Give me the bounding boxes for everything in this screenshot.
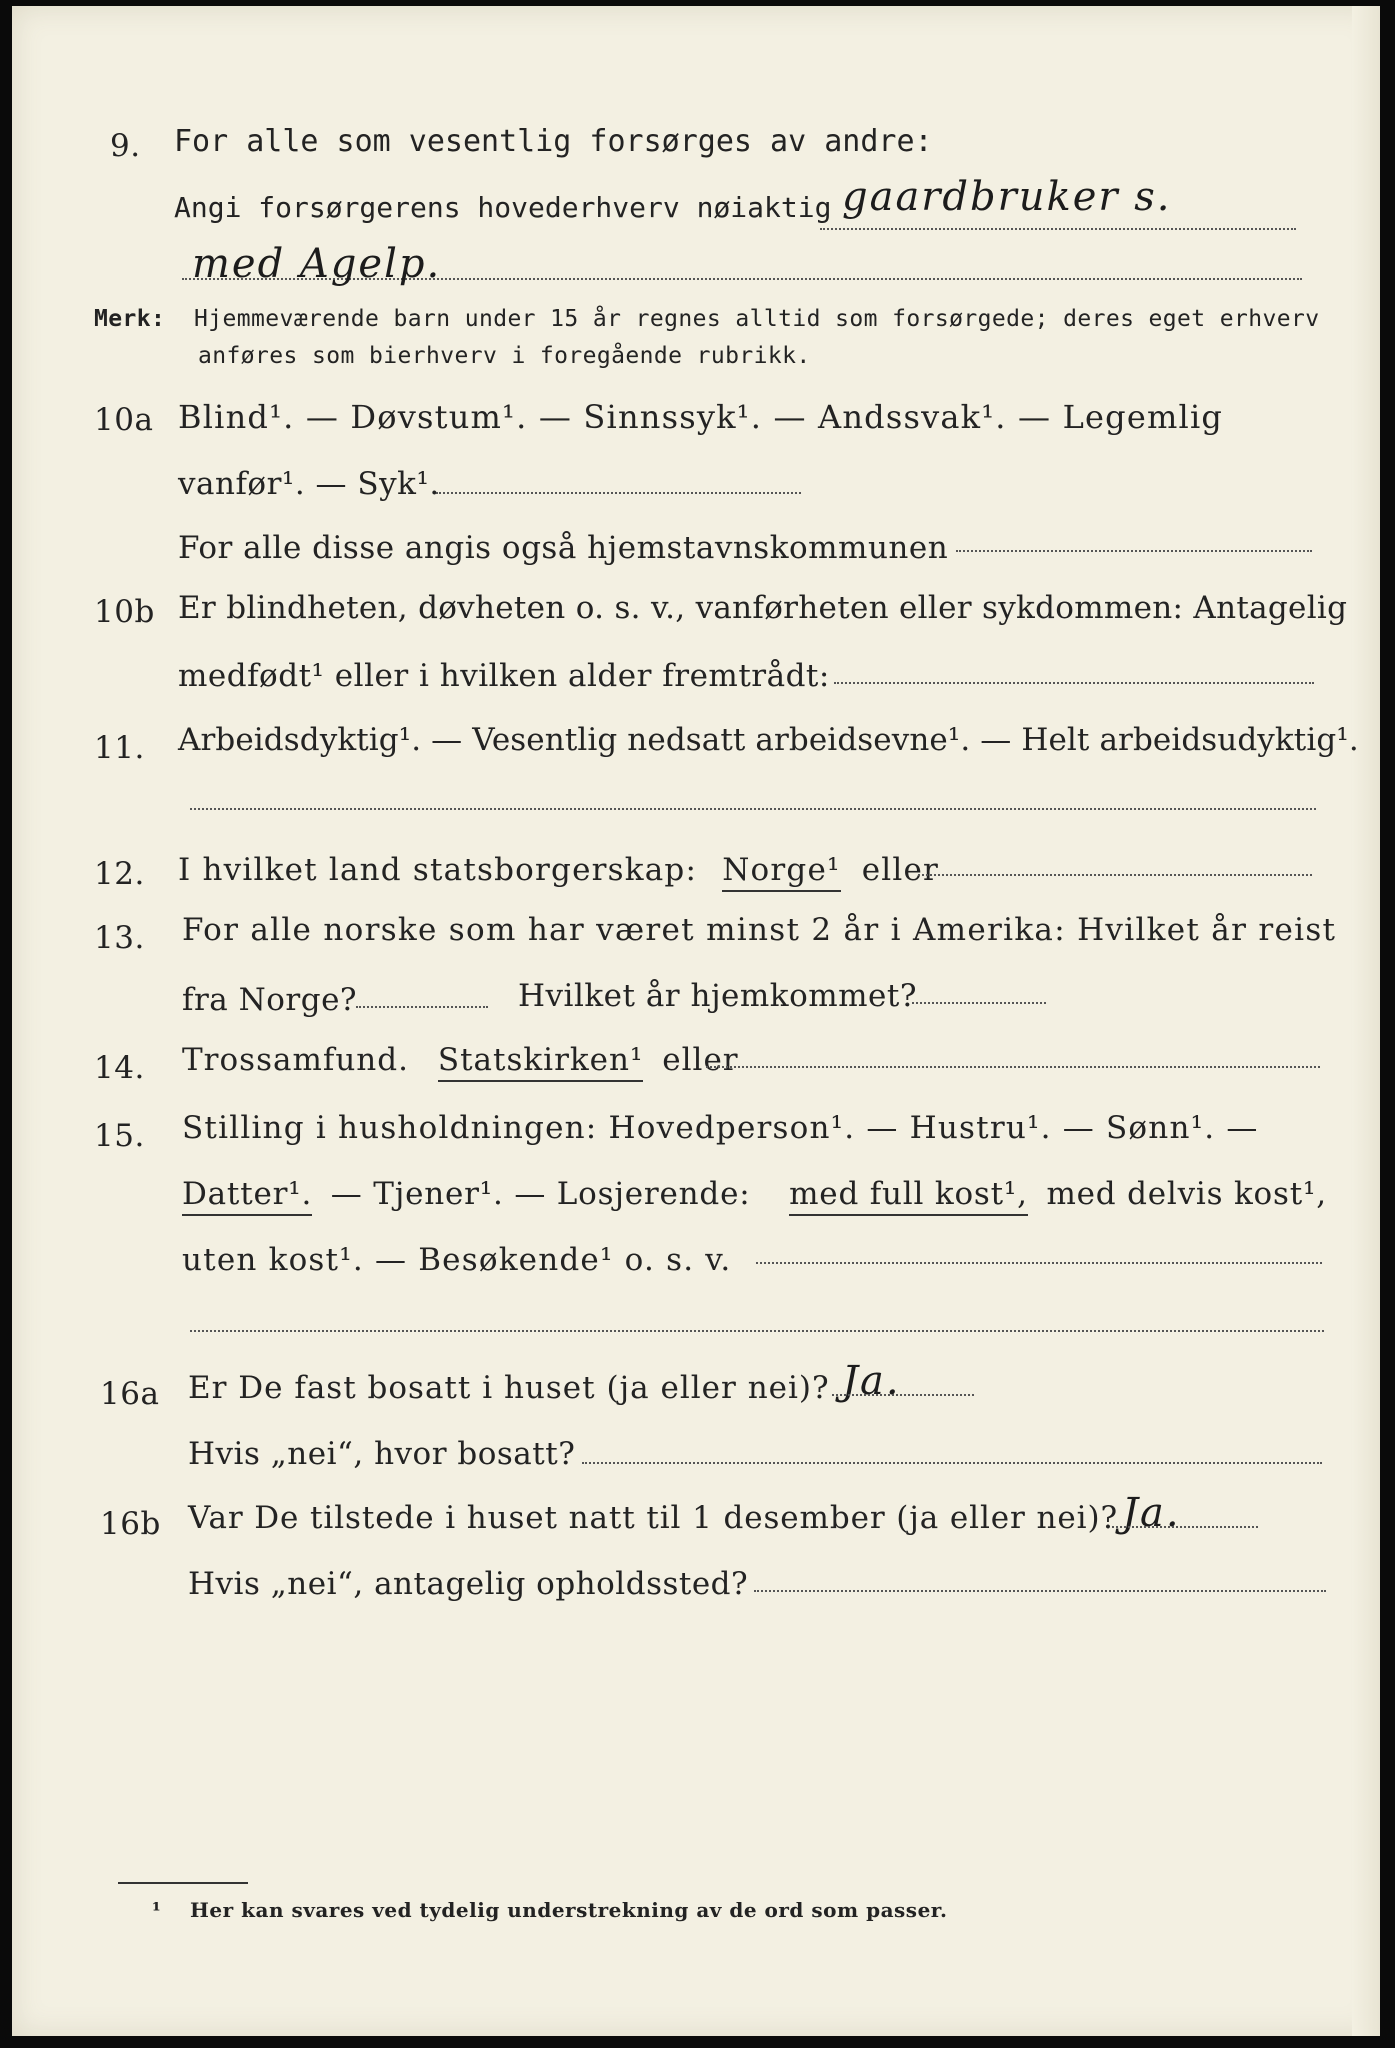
q16a-number: 16a [100, 1376, 160, 1412]
q14-prefix: Trossamfund. [182, 1042, 409, 1078]
q16b-number: 16b [100, 1506, 161, 1542]
q13-hjemkommet-line [912, 1002, 1046, 1004]
q9-handwritten-answer2: med Agelp. [192, 241, 442, 287]
q15-answer-line2 [190, 1330, 1324, 1332]
q12-suffix: eller [861, 852, 940, 888]
q16a-line1: Er De fast bosatt i huset (ja eller nei)? [188, 1370, 830, 1406]
q12-text [178, 852, 939, 888]
q10a-line2: vanfør¹. — Syk¹. [178, 466, 440, 502]
q15-line2-mid: — Tjener¹. — Losjerende: [330, 1176, 751, 1212]
merk-line2: anføres som bierhverv i foregående rubrikk. [198, 343, 811, 369]
q13-line2a: fra Norge? [182, 982, 358, 1018]
q11-answer-line [190, 808, 1316, 810]
footnote-text: Her kan svares ved tydelig understrekning av de ord som passer. [190, 1898, 948, 1922]
q9-line2: Angi forsørgerens hovederhverv nøiaktig [174, 191, 832, 224]
footnote-rule [118, 1882, 248, 1884]
q10a-kommune-line [956, 550, 1312, 552]
q12-prefix: I hvilket land statsborgerskap: [178, 852, 698, 888]
q10a-number: 10a [94, 402, 154, 438]
q11-line1: Arbeidsdyktig¹. — Vesentlig nedsatt arbeidsevne¹. — Helt arbeidsudyktig¹. [178, 722, 1359, 758]
q16b-handwritten-answer: Ja. [1122, 1490, 1181, 1536]
q15-line3: uten kost¹. — Besøkende¹ o. s. v. [182, 1242, 732, 1278]
q12-underlined-norge: Norge¹ [722, 852, 840, 892]
q16a-handwritten-answer: Ja. [842, 1358, 901, 1404]
q14-answer-line [706, 1066, 1320, 1068]
q9-number: 9. [110, 128, 141, 164]
q10a-line1: Blind¹. — Døvstum¹. — Sinnssyk¹. — Andssvak¹. — Legemlig [178, 398, 1224, 436]
page-edge [1352, 6, 1380, 2036]
q9-answer-line1 [820, 228, 1296, 230]
q16b-answer-line [1112, 1526, 1258, 1528]
q13-line1: For alle norske som har været minst 2 år i Amerika: Hvilket år reist [182, 912, 1337, 948]
form-page [12, 6, 1380, 2036]
q10a-line3: For alle disse angis også hjemstavnskommunen [178, 530, 949, 566]
merk-line1: Hjemmeværende barn under 15 år regnes alltid som forsørgede; deres eget erhverv [194, 306, 1320, 332]
q16a-bosatt-line [582, 1462, 1322, 1464]
q16a-answer-line [832, 1394, 974, 1396]
q13-number: 13. [94, 920, 145, 956]
q14-suffix: eller [662, 1042, 739, 1078]
q12-number: 12. [94, 856, 145, 892]
q16b-line2: Hvis „nei“, antagelig opholdssted? [188, 1566, 749, 1602]
q13-line2b: Hvilket år hjemkommet? [518, 978, 917, 1014]
q14-number: 14. [94, 1050, 145, 1086]
q12-answer-line [918, 874, 1312, 876]
q14-underlined-statskirken: Statskirken¹ [438, 1042, 644, 1082]
q16b-opholdssted-line [754, 1590, 1326, 1592]
q10b-number: 10b [94, 594, 155, 630]
q15-line1: Stilling i husholdningen: Hovedperson¹. — Hustru¹. — Sønn¹. — [182, 1110, 1259, 1146]
q10b-line2: medfødt¹ eller i hvilken alder fremtrådt: [178, 658, 830, 694]
footnote-mark: ¹ [152, 1898, 162, 1922]
q15-underlined-full-kost: med full kost¹, [789, 1176, 1028, 1216]
q10b-answer-line [834, 682, 1314, 684]
q16b-line1: Var De tilstede i huset natt til 1 desember (ja eller nei)? [188, 1500, 1118, 1536]
q15-line2-post: med delvis kost¹, [1046, 1176, 1327, 1212]
q15-answer-line1 [756, 1262, 1322, 1264]
merk-label: Merk: [94, 306, 166, 332]
q9-line1: For alle som vesentlig forsørges av andre: [174, 124, 933, 159]
q15-underlined-datter: Datter¹. [182, 1176, 312, 1216]
q15-line2 [182, 1176, 1327, 1212]
q14-text [182, 1042, 739, 1078]
q15-number: 15. [94, 1118, 145, 1154]
q11-number: 11. [94, 730, 145, 766]
q9-handwritten-answer1: gaardbruker s. [842, 174, 1172, 220]
q16a-line2: Hvis „nei“, hvor bosatt? [188, 1436, 576, 1472]
q10a-syk-line [436, 492, 801, 494]
q13-reist-line [356, 1006, 488, 1008]
q10b-line1: Er blindheten, døvheten o. s. v., vanførheten eller sykdommen: Antagelig [178, 590, 1348, 626]
